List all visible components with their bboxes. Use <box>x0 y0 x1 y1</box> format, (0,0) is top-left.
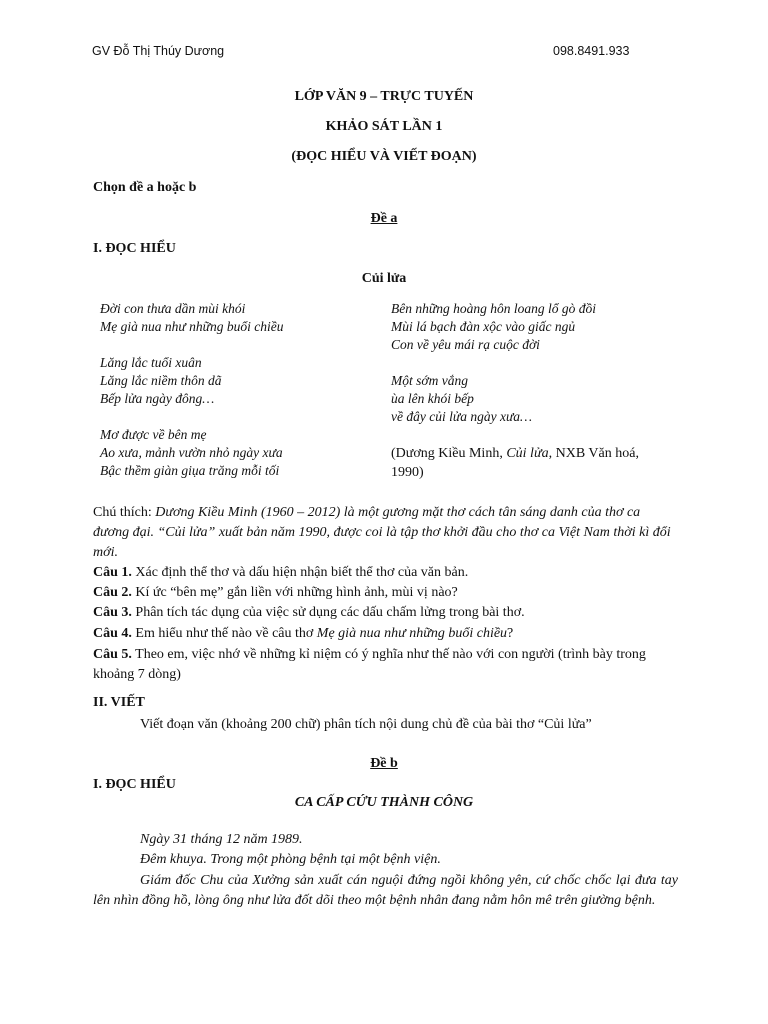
poem-left-line: Đời con thưa dần mùi khói <box>100 301 246 316</box>
poem-left-line: Bậc thềm giàn giụa trăng mỗi tối <box>100 463 280 478</box>
header-teacher-name: GV Đỗ Thị Thúy Dương <box>92 44 225 58</box>
header-phone: 098.8491.933 <box>553 44 630 58</box>
poem-right-line: ùa lên khói bếp <box>391 391 474 406</box>
poem-left-line: Mơ được về bên mẹ <box>100 427 207 442</box>
poem-left-line: Lăng lắc niềm thôn dã <box>100 373 222 388</box>
question-4: Câu 4. Em hiểu như thế nào về câu thơ Mẹ già nua như những buổi chiều? <box>93 626 514 641</box>
writing-task: Viết đoạn văn (khoảng 200 chữ) phân tích nội dung chủ đề của bài thơ “Củi lửa” <box>140 717 592 732</box>
poem-right-line: Mùi lá bạch đàn xộc vào giấc ngủ <box>391 319 576 334</box>
poem-right-line: về đây củi lửa ngày xưa… <box>391 409 533 424</box>
poem-right-line: Bên những hoàng hôn loang lổ gò đồi <box>391 301 596 316</box>
story-line: Ngày 31 tháng 12 năm 1989. <box>140 832 303 847</box>
question-3: Câu 3. Phân tích tác dụng của việc sử dụng các dấu chấm lửng trong bài thơ. <box>93 605 525 620</box>
de-a-label: Đề a <box>370 211 398 226</box>
poem-right-line: Con về yêu mái rạ cuộc đời <box>391 337 540 352</box>
poem-left-line: Ao xưa, mảnh vườn nhỏ ngày xưa <box>100 445 283 460</box>
title-class: LỚP VĂN 9 – TRỰC TUYẾN <box>294 89 474 104</box>
de-a-section-reading: I. ĐỌC HIỂU <box>93 241 176 256</box>
title-subtitle: (ĐỌC HIỂU VÀ VIẾT ĐOẠN) <box>291 149 477 164</box>
poem-title: Củi lửa <box>361 271 407 286</box>
question-2: Câu 2. Kí ức “bên mẹ” gắn liền với những hình ảnh, mùi vị nào? <box>93 585 458 600</box>
de-b-label: Đề b <box>370 756 398 771</box>
choose-instruction: Chọn đề a hoặc b <box>93 180 197 195</box>
story-title: CA CẤP CỨU THÀNH CÔNG <box>294 795 474 810</box>
story-line: Đêm khuya. Trong một phòng bệnh tại một bệnh viện. <box>140 852 441 867</box>
question-1: Câu 1. Xác định thể thơ và dấu hiện nhận biết thể thơ của văn bản. <box>93 565 469 580</box>
de-b-section-reading: I. ĐỌC HIỂU <box>93 777 176 792</box>
title-survey: KHẢO SÁT LẦN 1 <box>325 119 443 134</box>
poem-left-line: Mẹ già nua như những buổi chiều <box>100 319 284 334</box>
poem-left-line: Bếp lửa ngày đông… <box>100 391 215 406</box>
question-5: Câu 5. Theo em, việc nhớ về những kỉ niệm có ý nghĩa như thế nào với con người (trình bày trong khoảng 7 dòng) <box>93 647 646 682</box>
poem-source: (Dương Kiều Minh, Củi lửa, NXB Văn hoá, <box>391 446 639 461</box>
poem-left-line: Lăng lắc tuổi xuân <box>100 355 202 370</box>
poem-note: Chú thích: Dương Kiều Minh (1960 – 2012) là một gương mặt thơ cách tân sáng danh của thơ ca đương đại. “Củi lửa” xuất bản năm 1990, được coi là tập thơ khởi đầu cho thơ ca Việt Nam thời kì đổi mới. <box>93 505 671 560</box>
poem-source-year: 1990) <box>391 465 424 480</box>
de-a-section-writing: II. VIẾT <box>93 695 145 710</box>
story-paragraph: Giám đốc Chu của Xưởng sản xuất cán nguội đứng ngồi không yên, cứ chốc chốc lại đưa tay lên nhìn đồng hồ, lòng ông như lửa đốt dõi theo một bệnh nhân đang nằm hôn mê trên giường bệnh. <box>93 873 678 908</box>
poem-right-line: Một sớm vắng <box>391 373 468 388</box>
